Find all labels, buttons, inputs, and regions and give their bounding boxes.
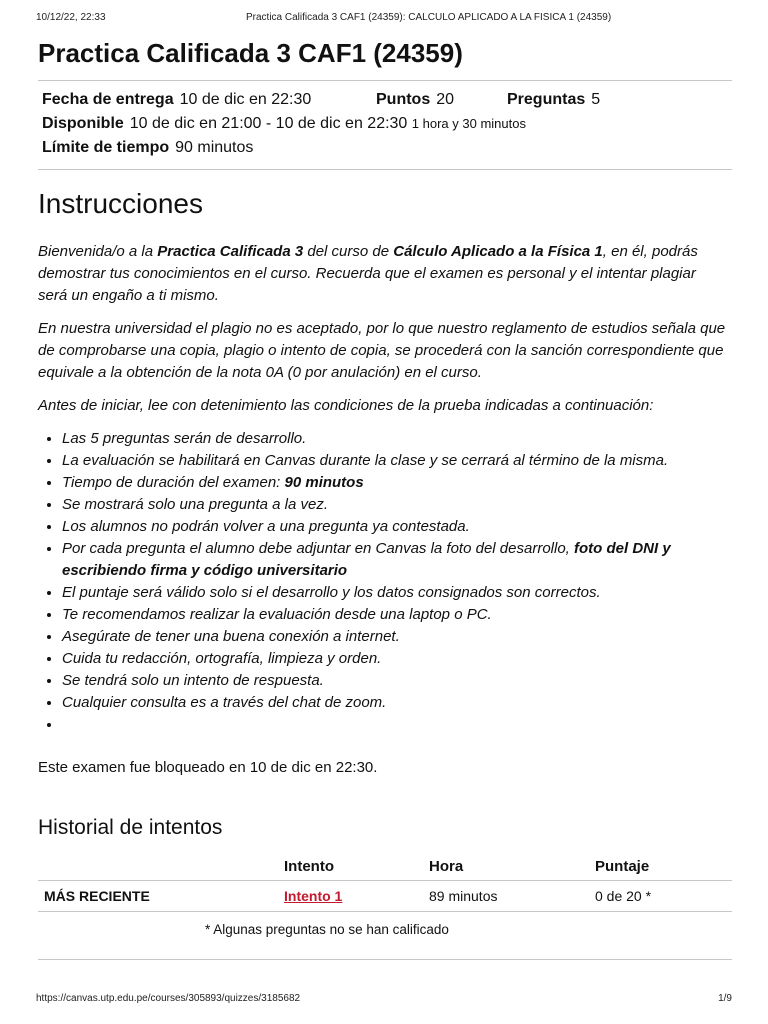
available-label: Disponible — [42, 115, 124, 132]
list-item: • Las 5 preguntas serán de desarrollo. — [62, 428, 742, 450]
conditions-list — [38, 428, 742, 736]
points-value: 20 — [436, 91, 455, 108]
p1-bold-course: Cálculo Aplicado a la Física 1 — [393, 243, 603, 260]
due-value: 10 de dic en 22:30 — [179, 91, 312, 108]
list-item: • La evaluación se habilitará en Canvas durante la clase y se cerrará al término de la misma. — [62, 450, 742, 472]
p1-text-1: Bienvenida/o a la — [38, 243, 158, 260]
list-item: • Cualquier consulta es a través del chat de zoom. — [62, 692, 742, 714]
attempt-link[interactable]: Intento 1 — [284, 888, 343, 904]
instructions-paragraph-welcome — [38, 241, 728, 307]
instructions-paragraph-plagiarism: En nuestra universidad el plagio no es aceptado, por lo que nuestro reglamento de estudios señala que de comprobarse una copia, plagio o intento de copia, se procederá con la sanción correspondiente que equivale a la obtención de la nota 0A (0 por anulación) en el curso. — [38, 320, 726, 381]
divider — [38, 959, 732, 960]
available-value: 10 de dic en 21:00 - 10 de dic en 22:30 — [129, 115, 408, 132]
questions-label: Preguntas — [507, 91, 586, 108]
lock-notice: Este examen fue bloqueado en 10 de dic en 22:30. — [38, 759, 378, 776]
instructions-heading: Instrucciones — [38, 188, 203, 219]
score-cell: 0 de 20 * — [595, 881, 732, 912]
list-item: • Asegúrate de tener una buena conexión a internet. — [62, 626, 742, 648]
attempt-history-table — [38, 852, 732, 912]
most-recent-label: MÁS RECIENTE — [44, 888, 150, 904]
questions-value: 5 — [591, 91, 601, 108]
list-item-empty — [62, 714, 742, 736]
column-header-empty — [38, 852, 284, 881]
print-page-title: Practica Calificada 3 CAF1 (24359): CALCULO APLICADO A LA FISICA 1 (24359) — [246, 12, 612, 23]
list-item-text: Por cada pregunta el alumno debe adjuntar en Canvas la foto del desarrollo, — [62, 540, 574, 557]
print-url: https://canvas.utp.edu.pe/courses/305893/quizzes/3185682 — [36, 993, 301, 1004]
time-limit-value: 90 minutos — [175, 139, 254, 156]
time-cell: 89 minutos — [429, 881, 595, 912]
print-datetime: 10/12/22, 22:33 — [36, 12, 106, 23]
row-label — [38, 881, 284, 912]
p1-bold-quiz: Practica Calificada 3 — [157, 243, 304, 260]
availability-meta — [42, 115, 526, 133]
column-header-time: Hora — [429, 852, 595, 881]
due-label: Fecha de entrega — [42, 91, 174, 108]
list-item — [62, 538, 742, 582]
available-duration: 1 hora y 30 minutos — [411, 116, 526, 131]
column-header-score: Puntaje — [595, 852, 732, 881]
print-page-number: 1/9 — [718, 993, 732, 1004]
list-item: • Te recomendamos realizar la evaluación desde una laptop o PC. — [62, 604, 742, 626]
list-item-bold: foto del DNI y escribiendo firma y código universitario — [62, 540, 671, 579]
time-limit-label: Límite de tiempo — [42, 139, 170, 156]
points-label: Puntos — [376, 91, 431, 108]
list-item: • Cuida tu redacción, ortografía, limpieza y orden. — [62, 648, 742, 670]
quiz-title: Practica Calificada 3 CAF1 (24359) — [38, 38, 463, 68]
list-item: • Se mostrará solo una pregunta a la vez. — [62, 494, 742, 516]
p1-text-2: del curso de — [303, 243, 394, 260]
grading-note: * Algunas preguntas no se han calificado — [205, 922, 449, 937]
attempt-cell — [284, 881, 429, 912]
questions-meta — [507, 91, 600, 109]
points-meta — [376, 91, 454, 109]
list-item-bold: 90 minutos — [284, 474, 364, 491]
p1-text-3: , en él, podrás demostrar tus conocimientos en el curso. Recuerda que el examen es personal y el intentar plagiar será un engaño a ti mismo. — [38, 243, 698, 304]
quiz-meta-row-1 — [42, 91, 311, 109]
list-item-text: Tiempo de duración del examen: — [62, 474, 285, 491]
list-item: • Los alumnos no podrán volver a una pregunta ya contestada. — [62, 516, 742, 538]
instructions-paragraph-conditions: Antes de iniciar, lee con detenimiento las condiciones de la prueba indicadas a continuación: — [38, 397, 654, 414]
list-item: • Se tendrá solo un intento de respuesta. — [62, 670, 742, 692]
history-heading: Historial de intentos — [38, 816, 223, 839]
time-limit-meta — [42, 139, 253, 157]
list-item: • El puntaje será válido solo si el desarrollo y los datos consignados son correctos. — [62, 582, 742, 604]
divider — [38, 169, 732, 170]
table-header-row — [38, 852, 732, 881]
list-item — [62, 472, 742, 494]
divider — [38, 80, 732, 81]
column-header-attempt: Intento — [284, 852, 429, 881]
table-row — [38, 881, 732, 912]
